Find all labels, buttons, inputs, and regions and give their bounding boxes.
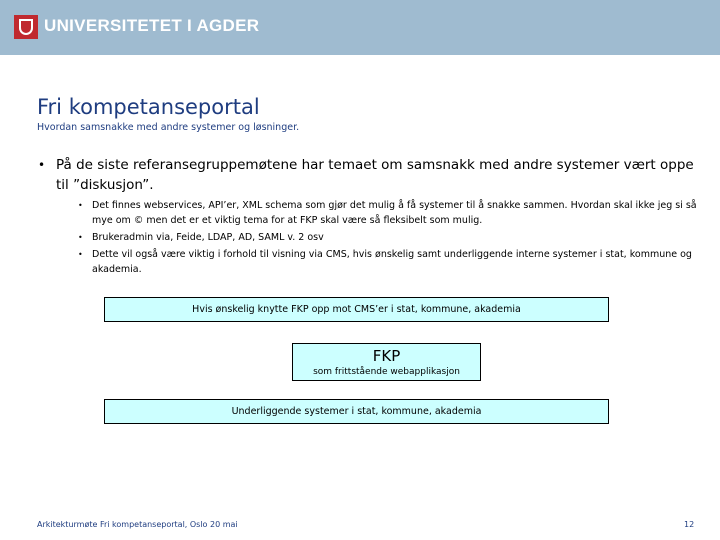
- underlying-systems-box: Underliggende systemer i stat, kommune, akademia: [104, 399, 609, 424]
- fkp-title: FKP: [372, 347, 401, 365]
- university-logo-text: UNIVERSITETET I AGDER: [44, 16, 260, 35]
- main-bullet-text: På de siste referansegruppemøtene har temaet om samsnakk med andre systemer vært oppe til ”diskusjon”.: [56, 157, 694, 193]
- slide-title: Fri kompetanseportal: [37, 95, 260, 119]
- bullet-icon: •: [78, 201, 83, 210]
- bullet-icon: •: [38, 158, 46, 172]
- bullet-icon: •: [78, 250, 83, 259]
- sub-bullet-text: Det finnes webservices, API’er, XML schema som gjør det mulig å få systemer til å snakke sammen. Hvordan skal ikke jeg si så mye om © men det er et viktig tema for at FKP skal være så fleksibelt som mulig.: [92, 200, 697, 226]
- bullet-icon: •: [78, 233, 83, 242]
- university-seal-icon: [14, 15, 38, 39]
- sub-bullet-text: Dette vil også være viktig i forhold til visning via CMS, hvis ønskelig samt underliggende interne systemer i stat, kommune og akademia.: [92, 249, 692, 275]
- footer-text: Arkitekturmøte Fri kompetanseportal, Oslo 20 mai: [37, 520, 238, 529]
- cms-integration-box: Hvis ønskelig knytte FKP opp mot CMS’er i stat, kommune, akademia: [104, 297, 609, 322]
- fkp-subtitle: som frittstående webapplikasjon: [313, 367, 460, 377]
- fkp-box: [292, 343, 481, 381]
- header-banner: [0, 0, 720, 55]
- slide-subtitle: Hvordan samsnakke med andre systemer og løsninger.: [37, 122, 300, 133]
- sub-bullet-text: Brukeradmin via, Feide, LDAP, AD, SAML v. 2 osv: [92, 232, 324, 243]
- page-number: 12: [684, 520, 695, 529]
